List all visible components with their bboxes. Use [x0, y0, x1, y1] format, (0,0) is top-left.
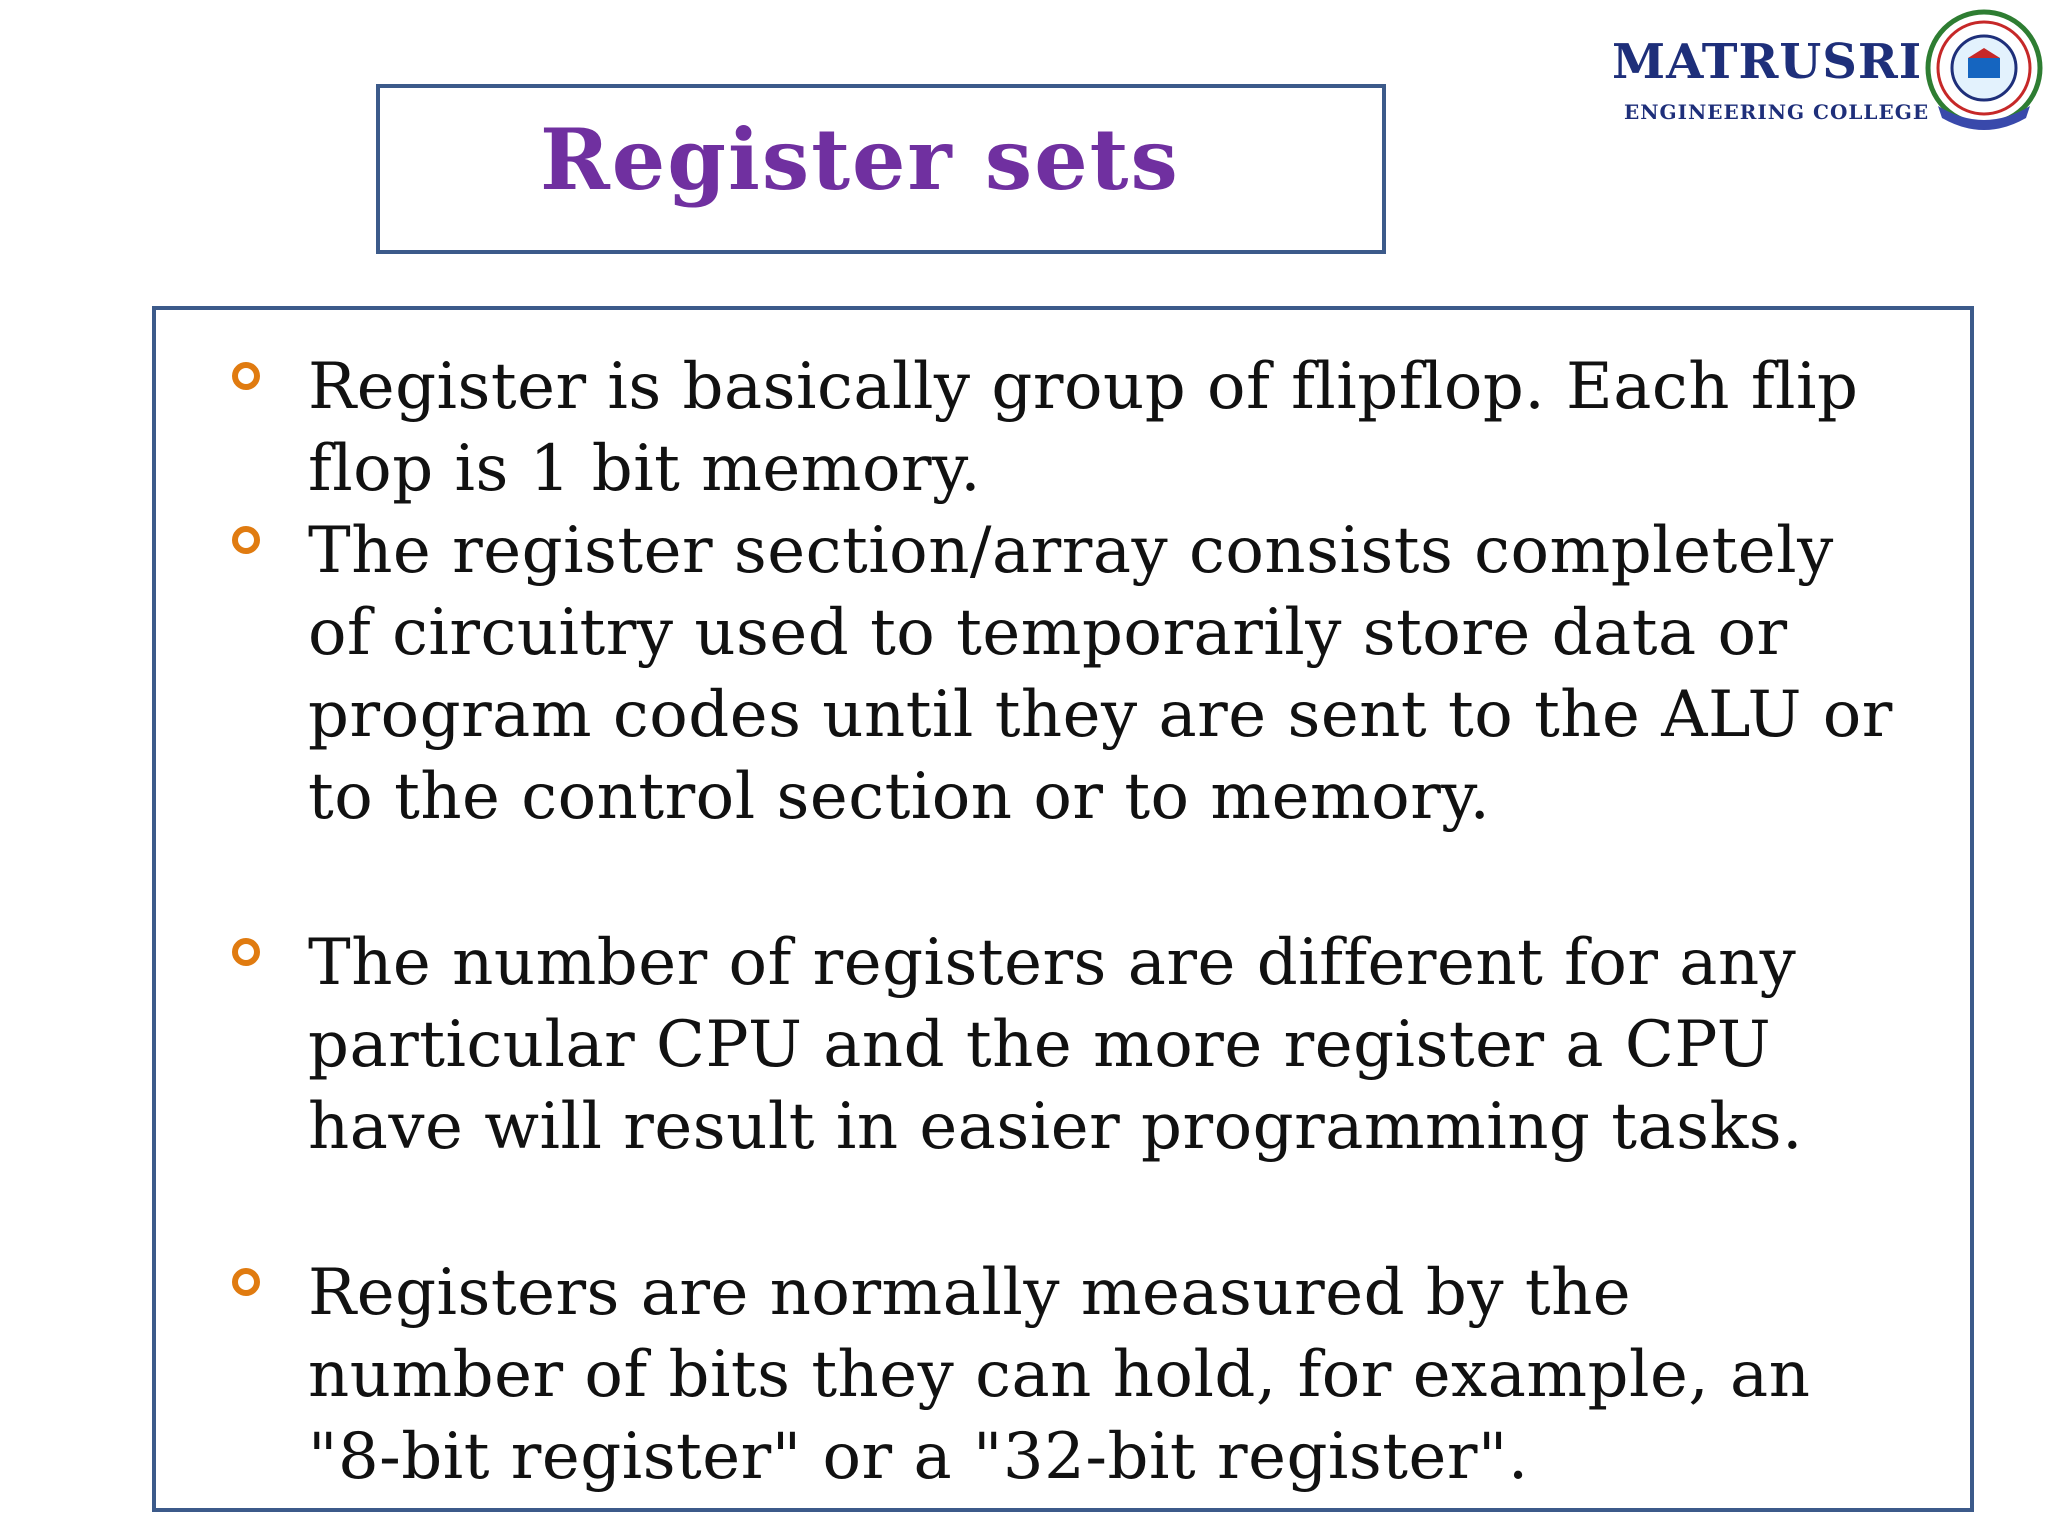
slide-title: Register sets — [540, 110, 1180, 209]
title-box — [376, 84, 1386, 254]
bullet-text: Register is basically group of flipflop. Each flip flop is 1 bit memory. — [308, 350, 1859, 506]
content-box — [152, 306, 1974, 1512]
college-logo — [1600, 6, 2040, 146]
bullet-text: The register section/array consists completely of circuitry used to temporarily store data or program codes until they are sent to the ALU or to the control section or to memory. — [308, 514, 1893, 834]
bullet-marker-icon — [232, 1268, 260, 1296]
bullet-marker-icon — [232, 526, 260, 554]
bullet-marker-icon — [232, 938, 260, 966]
logo-subtitle: ENGINEERING COLLEGE — [1624, 100, 1930, 124]
college-seal-icon — [1922, 6, 2046, 142]
logo-name: MATRUSRI — [1612, 34, 1923, 90]
bullet-text: Registers are normally measured by the number of bits they can hold, for example, an "8-bit register" or a "32-bit register". — [308, 1256, 1811, 1494]
bullet-text: The number of registers are different for any particular CPU and the more register a CPU have will result in easier programming tasks. — [308, 926, 1803, 1164]
bullet-marker-icon — [232, 362, 260, 390]
